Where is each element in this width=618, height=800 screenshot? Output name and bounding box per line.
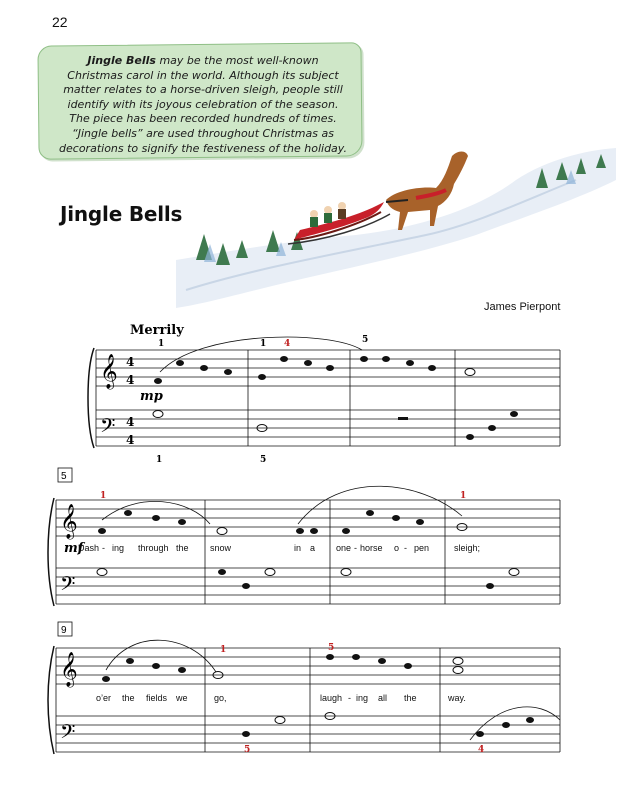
svg-text:all: all xyxy=(378,693,388,703)
svg-text:go,: go, xyxy=(214,693,227,703)
svg-text:5: 5 xyxy=(260,455,267,465)
svg-text:the: the xyxy=(404,693,417,703)
page-number: 22 xyxy=(52,14,68,30)
fingerings-system-1 xyxy=(156,335,368,465)
svg-text:through: through xyxy=(138,543,169,553)
svg-text:a: a xyxy=(310,543,316,553)
svg-text:laugh: laugh xyxy=(320,693,343,703)
notes-system-1 xyxy=(153,356,518,440)
svg-text:we: we xyxy=(176,693,188,703)
bass-clef-icon: 𝄢 xyxy=(100,414,116,442)
time-signature: 4 xyxy=(126,433,135,447)
svg-text:ing: ing xyxy=(356,693,369,703)
svg-text:4: 4 xyxy=(478,745,485,755)
svg-text:ing: ing xyxy=(112,543,125,553)
svg-text:5: 5 xyxy=(328,643,335,653)
svg-text:the: the xyxy=(176,543,189,553)
svg-text:1: 1 xyxy=(156,455,163,465)
svg-text:pen: pen xyxy=(414,543,430,553)
svg-text:one: one xyxy=(336,543,352,553)
treble-clef-icon: 𝄞 xyxy=(60,504,78,539)
svg-text:5: 5 xyxy=(244,745,251,755)
svg-text:-: - xyxy=(102,543,105,553)
svg-text:Dash: Dash xyxy=(78,543,100,553)
svg-text:1: 1 xyxy=(100,491,107,501)
svg-text:o’er: o’er xyxy=(96,693,112,703)
page-title: Jingle Bells xyxy=(60,202,183,226)
whole-rest xyxy=(398,417,408,420)
svg-text:in: in xyxy=(294,543,302,553)
svg-text:fields: fields xyxy=(146,693,168,703)
info-note-body: may be the most well-known Christmas carol in the world. Although its subject matter relates to a horse-driven sleigh, people still identify with its joyous celebration of the season. The piece has been recorded hundreds of times. “Jingle bells” are used throughout Christmas as decorations to signify the festiveness of the holiday. xyxy=(59,54,347,155)
bass-clef-icon: 𝄢 xyxy=(60,720,76,748)
svg-text:-: - xyxy=(354,543,357,553)
treble-clef-icon: 𝄞 xyxy=(100,354,118,389)
svg-text:5: 5 xyxy=(362,335,369,345)
time-signature: 4 xyxy=(126,373,135,387)
svg-text:the: the xyxy=(122,693,135,703)
time-signature: 4 xyxy=(126,415,135,429)
fingerings-system-3 xyxy=(220,643,484,755)
measure-number-9: 9 xyxy=(61,625,67,636)
svg-text:-: - xyxy=(348,693,351,703)
measure-number-5: 5 xyxy=(61,471,67,482)
svg-text:sleigh;: sleigh; xyxy=(454,543,481,553)
svg-text:1: 1 xyxy=(220,645,227,655)
svg-text:snow: snow xyxy=(210,543,232,553)
dynamic-marking: mp xyxy=(140,389,163,404)
system-2 xyxy=(48,468,560,606)
lyrics-system-3 xyxy=(96,693,466,703)
svg-text:-: - xyxy=(404,543,407,553)
lyrics-system-2 xyxy=(78,543,480,553)
svg-text:way.: way. xyxy=(448,693,466,703)
dynamic-marking-2: mf xyxy=(64,541,84,556)
tempo-marking: Merrily xyxy=(130,323,184,338)
composer: James Pierpont xyxy=(484,301,561,313)
fingerings-system-2 xyxy=(100,491,466,501)
svg-text:1: 1 xyxy=(260,339,267,349)
svg-text:o: o xyxy=(394,543,400,553)
time-signature: 4 xyxy=(126,355,135,369)
svg-text:horse: horse xyxy=(360,543,383,553)
svg-text:1: 1 xyxy=(158,339,165,349)
info-note-title: Jingle Bells xyxy=(87,54,156,67)
svg-text:4: 4 xyxy=(284,339,291,349)
svg-text:1: 1 xyxy=(460,491,467,501)
treble-clef-icon: 𝄞 xyxy=(60,652,78,687)
bass-clef-icon: 𝄢 xyxy=(60,572,76,600)
